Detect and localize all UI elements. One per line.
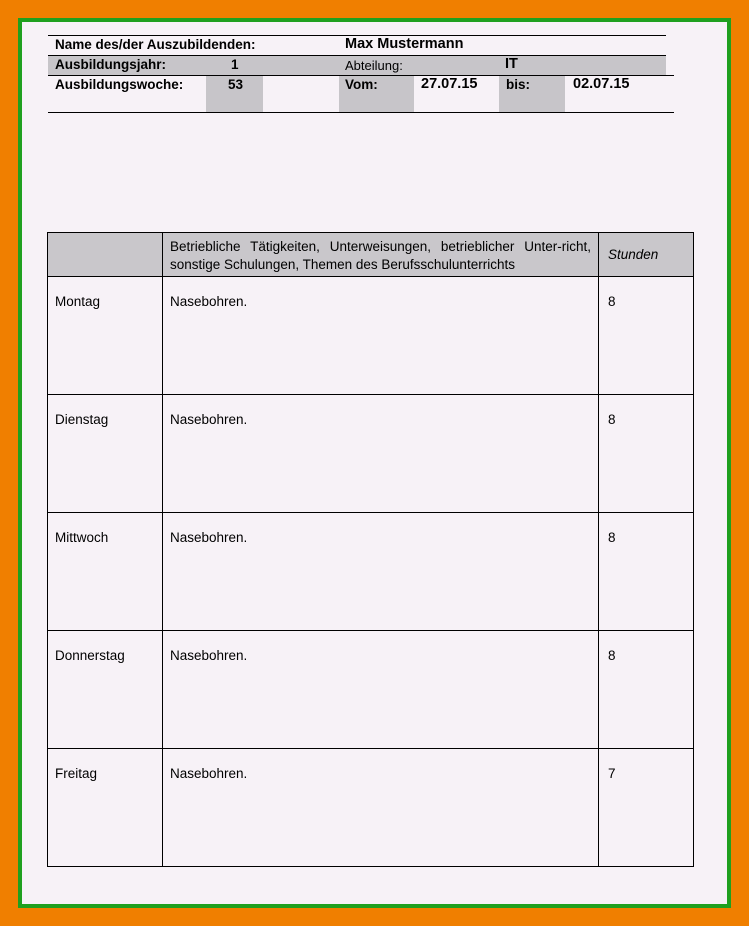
header-bottom-rule (48, 112, 674, 113)
activity-cell: Nasebohren. (163, 513, 599, 631)
hours-cell: 8 (599, 277, 694, 395)
day-column-header (48, 233, 163, 277)
name-label: Name des/der Auszubildenden: (55, 37, 256, 52)
week-label: Ausbildungswoche: (55, 77, 184, 92)
department-label: Abteilung: (345, 58, 403, 73)
hours-cell: 8 (599, 513, 694, 631)
day-cell: Montag (48, 277, 163, 395)
table-row (48, 749, 694, 867)
day-cell: Dienstag (48, 395, 163, 513)
activity-cell: Nasebohren. (163, 631, 599, 749)
year-label: Ausbildungsjahr: (55, 57, 166, 72)
hours-column-header: Stunden (599, 233, 694, 277)
table-row (48, 631, 694, 749)
table-row (48, 513, 694, 631)
year-value: 1 (231, 57, 239, 72)
table-row (48, 395, 694, 513)
from-value: 27.07.15 (421, 76, 478, 92)
hours-cell: 7 (599, 749, 694, 867)
from-label: Vom: (345, 77, 378, 92)
department-value: IT (505, 56, 518, 72)
table-row (48, 277, 694, 395)
week-value: 53 (228, 77, 244, 92)
weekly-log-table (47, 232, 694, 867)
activity-cell: Nasebohren. (163, 749, 599, 867)
to-label: bis: (506, 77, 531, 92)
table-header-row (48, 233, 694, 277)
day-cell: Mittwoch (48, 513, 163, 631)
activities-column-header: Betriebliche Tätigkeiten, Unterweisungen, betrieblicher Unter-richt, sonstige Schulungen, Themen des Berufsschulunterrichts (163, 233, 599, 277)
activity-cell: Nasebohren. (163, 277, 599, 395)
day-cell: Freitag (48, 749, 163, 867)
name-value: Max Mustermann (345, 36, 464, 52)
activity-cell: Nasebohren. (163, 395, 599, 513)
day-cell: Donnerstag (48, 631, 163, 749)
to-value: 02.07.15 (573, 76, 630, 92)
hours-cell: 8 (599, 395, 694, 513)
hours-cell: 8 (599, 631, 694, 749)
